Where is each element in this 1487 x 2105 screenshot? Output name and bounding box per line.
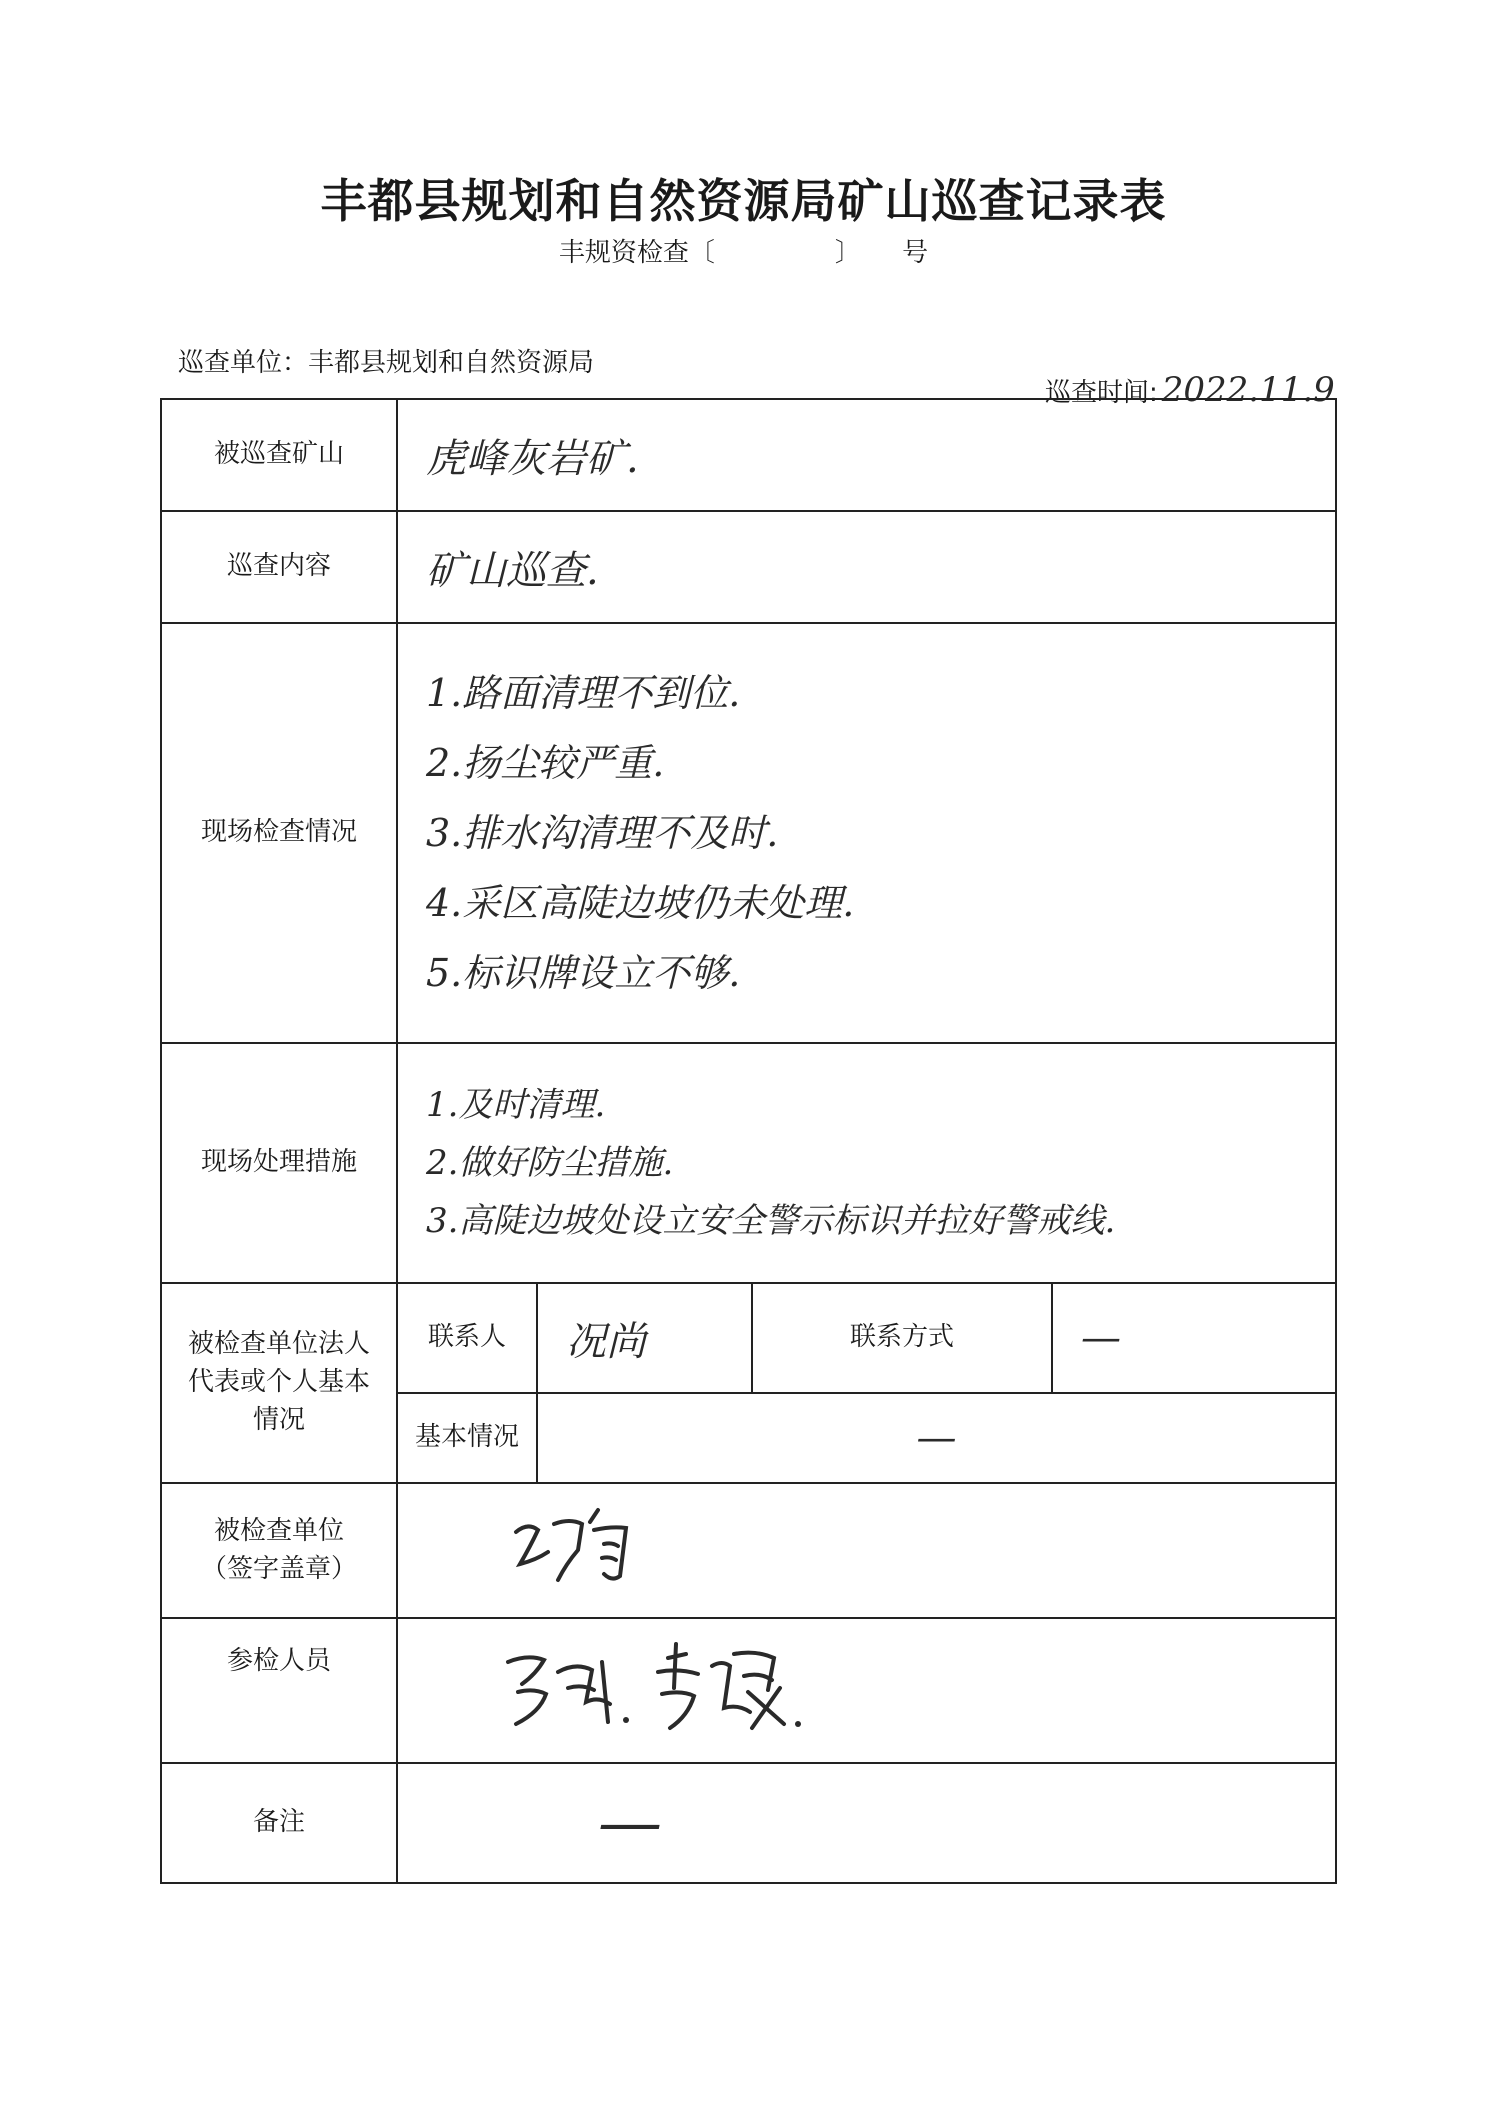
row-unit-sign <box>161 1483 1336 1618</box>
inspection-unit <box>178 342 594 379</box>
doc-number-suffix: 号 <box>902 238 929 268</box>
unit-sign-label-line-1: 被检查单位 <box>213 1515 344 1546</box>
unit-sign-label <box>161 1483 397 1618</box>
doc-number-prefix: 丰规资检查〔 <box>558 238 715 268</box>
inspection-time-value: 2022.11.9 <box>1161 370 1335 410</box>
remarks-value-text: — <box>598 1786 662 1860</box>
measures-item-2: 2.做好防尘措施. <box>426 1143 674 1183</box>
measures-value <box>397 1043 1336 1283</box>
contact-method-value-text: — <box>1081 1315 1121 1361</box>
unit-sign-area <box>397 1483 1336 1618</box>
inspection-time-label: 巡查时间: <box>1045 378 1158 408</box>
row-inspection <box>161 623 1336 1043</box>
mine-label: 被巡查矿山 <box>161 399 397 511</box>
rep-label: 被检查单位法人代表或个人基本情况 <box>161 1283 397 1483</box>
inspection-unit-value: 丰都县规划和自然资源局 <box>308 348 595 378</box>
inspection-item-1: 1.路面清理不到位. <box>426 671 741 715</box>
contact-value-text: 况尚 <box>566 1318 646 1365</box>
inspection-value <box>397 623 1336 1043</box>
inspectors-signature-icon <box>498 1632 858 1742</box>
content-label: 巡查内容 <box>161 511 397 623</box>
inspection-item-2: 2.扬尘较严重. <box>426 741 665 785</box>
measures-item-3: 3.高陡边坡处设立安全警示标识并拉好警戒线. <box>426 1201 1116 1241</box>
content-value <box>397 511 1336 623</box>
unit-signature-icon <box>508 1502 658 1592</box>
unit-sign-label-line-2: （签字盖章） <box>200 1553 357 1584</box>
document-number <box>0 232 1487 269</box>
contact-value <box>537 1283 752 1393</box>
measures-list <box>426 1076 1335 1250</box>
document-title: 丰都县规划和自然资源局矿山巡查记录表 <box>320 174 1167 228</box>
mine-value-text: 虎峰灰岩矿. <box>426 435 639 482</box>
row-content <box>161 511 1336 623</box>
inspection-item-4: 4.采区高陡边坡仍未处理. <box>426 881 855 925</box>
measures-item-1: 1.及时清理. <box>426 1085 606 1125</box>
inspectors-signature-area <box>397 1618 1336 1763</box>
inspection-item-5: 5.标识牌设立不够. <box>426 951 741 995</box>
basic-value <box>537 1393 1336 1483</box>
basic-value-text: — <box>916 1415 957 1461</box>
inspection-record-table <box>160 398 1337 1884</box>
contact-method-label: 联系方式 <box>752 1283 1052 1393</box>
row-contact <box>161 1283 1336 1393</box>
contact-method-value <box>1052 1283 1336 1393</box>
measures-label: 现场处理措施 <box>161 1043 397 1283</box>
basic-label: 基本情况 <box>397 1393 537 1483</box>
row-inspectors <box>161 1618 1336 1763</box>
row-measures <box>161 1043 1336 1283</box>
contact-label: 联系人 <box>397 1283 537 1393</box>
inspectors-label: 参检人员 <box>161 1618 397 1763</box>
mine-value <box>397 399 1336 511</box>
doc-number-bracket-close: 〕 <box>834 238 861 268</box>
inspection-label: 现场检查情况 <box>161 623 397 1043</box>
remarks-label: 备注 <box>161 1763 397 1883</box>
row-remarks <box>161 1763 1336 1883</box>
inspection-item-3: 3.排水沟清理不及时. <box>426 811 779 855</box>
content-value-text: 矿山巡查. <box>426 547 599 594</box>
row-mine <box>161 399 1336 511</box>
remarks-value <box>397 1763 1336 1883</box>
inspection-unit-label: 巡查单位： <box>178 348 309 378</box>
inspection-list <box>426 658 1335 1008</box>
